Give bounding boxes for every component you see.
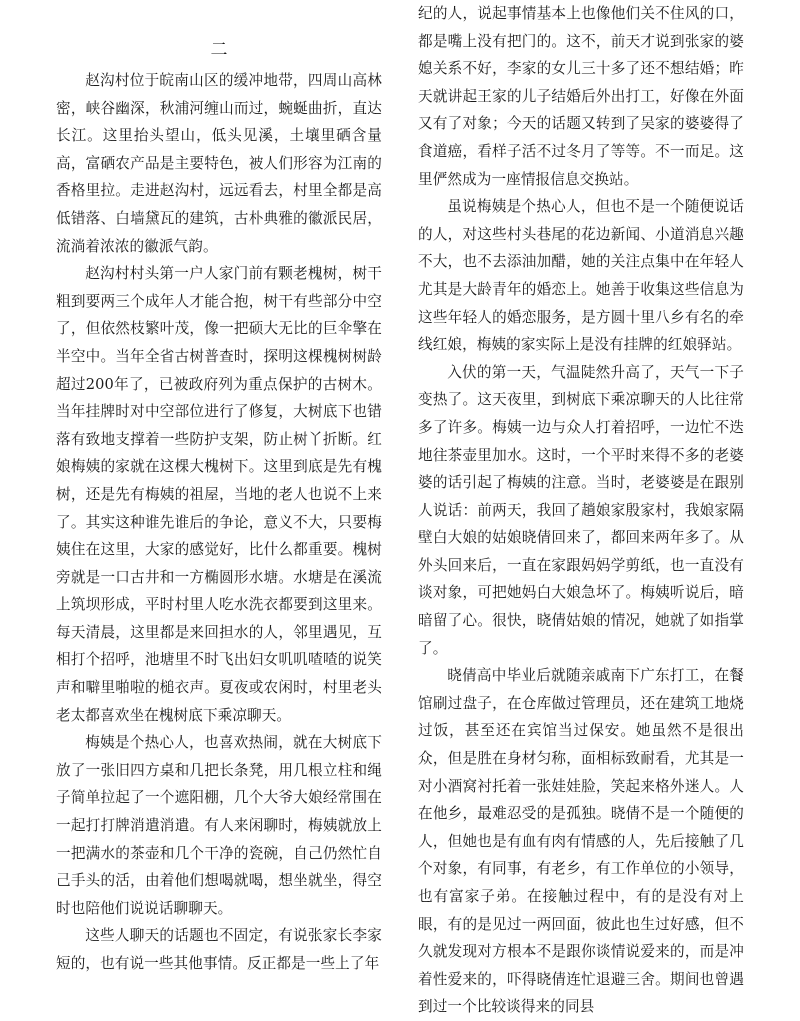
- paragraph: 虽说梅姨是个热心人，但也不是一个随便说话的人，对这些村头巷尾的花边新闻、小道消息兴趣不大，也不去添油加醋，她的关注点集中在年轻人尤其是大龄青年的婚恋上。她善于收集这些信息为这些年轻人的婚恋服务，是方圆十里八乡有名的牵线红娘，梅姨的家实际上是没有挂牌的红娘驿站。: [418, 198, 744, 354]
- right-column: [418, 0, 744, 1021]
- left-column: [56, 35, 382, 978]
- paragraph: 梅姨是个热心人，也喜欢热闹，就在大树底下放了一张旧四方桌和几把长条凳，用几根立柱和绳子简单拉起了一个遮阳棚，几个大爷大娘经常围在一起打打牌消遣消遣。有人来闲聊时，梅姨就放上一把满水的茶壶和几个干净的瓷碗，自己仍然忙自己手头的活，由着他们想喝就喝，想坐就坐，得空时也陪他们说说话聊聊天。: [56, 734, 382, 917]
- paragraph: 赵沟村位于皖南山区的缓冲地带，四周山高林密，峡谷幽深，秋浦河缠山而过，蜿蜒曲折，直达长江。这里抬头望山，低头见溪，土壤里硒含量高，富硒农产品是主要特色，被人们形容为江南的香格里拉。走进赵沟村，远远看去，村里全都是高低错落、白墙黛瓦的建筑，古朴典雅的徽派民居，流淌着浓浓的徽派气韵。: [56, 72, 382, 255]
- paragraph: 入伏的第一天，气温陡然升高了，天气一下子变热了。这天夜里，到树底下乘凉聊天的人比往常多了许多。梅姨一边与众人打着招呼，一边忙不迭地往茶壶里加水。这时，一个平时来得不多的老婆婆的话引起了梅姨的注意。当时，老婆婆是在跟别人说话：前两天，我回了趟娘家殷家村，我娘家隔壁白大娘的姑娘晓倩回来了，都回来两年多了。从外头回来后，一直在家跟妈妈学剪纸，也一直没有谈对象，可把她妈白大娘急坏了。梅姨听说后，暗暗留了心。很快，晓倩姑娘的情况，她就了如指掌了。: [418, 363, 744, 657]
- section-title: 二: [210, 40, 228, 60]
- paragraph: 晓倩高中毕业后就随亲戚南下广东打工，在餐馆刷过盘子，在仓库做过管理员，还在建筑工地烧过饭，甚至还在宾馆当过保安。她虽然不是很出众，但是胜在身材匀称，面相标致耐看，尤其是一对小酒窝衬托着一张娃娃脸，笑起来格外迷人。人在他乡，最难忍受的是孤独。晓倩不是一个随便的人，但她也是有血有肉有情感的人，先后接触了几个对象，有同事，有老乡，有工作单位的小领导，也有富家子弟。在接触过程中，有的是没有对上眼，有的是见过一两回面，彼此也生过好感，但不久就发现对方根本不是跟你谈情说爱来的，而是冲着性爱来的，吓得晓倩连忙退避三舍。期间也曾遇到过一个比较谈得来的同县: [418, 667, 744, 1016]
- paragraph: 赵沟村村头第一户人家门前有颗老槐树，树干粗到要两三个成年人才能合抱，树干有些部分中空了，但依然枝繁叶茂，像一把硕大无比的巨伞擎在半空中。当年全省古树普查时，探明这棵槐树树龄超过200年了，已被政府列为重点保护的古树木。当年挂牌时对中空部位进行了修复，大树底下也错落有致地支撑着一些防护支架，防止树丫折断。红娘梅姨的家就在这棵大槐树下。这里到底是先有槐树，还是先有梅姨的祖屋，当地的老人也说不上来了。其实这种谁先谁后的争论，意义不大，只要梅姨住在这里，大家的感觉好，比什么都重要。槐树旁就是一口古井和一方椭圆形水塘。水塘是在溪流上筑坝形成，平时村里人吃水洗衣都要到这里来。每天清晨，这里都是来回担水的人，邻里遇见，互相打个招呼，池塘里不时飞出妇女叽叽喳喳的说笑声和噼里啪啦的槌衣声。夏夜或农闲时，村里老头老太都喜欢坐在槐树底下乘凉聊天。: [56, 265, 382, 724]
- paragraph: 这些人聊天的话题也不固定，有说张家长李家短的，也有说一些其他事情。反正都是一些上了年: [56, 927, 382, 972]
- paragraph-continued: 纪的人，说起事情基本上也像他们关不住风的口，都是嘴上没有把门的。这不，前天才说到张家的婆媳关系不好，李家的女儿三十多了还不想结婚；昨天就讲起王家的儿子结婚后外出打工，好像在外面又有了对象；今天的话题又转到了吴家的婆婆得了食道癌，看样子活不过冬月了等等。不一而足。这里俨然成为一座情报信息交换站。: [418, 5, 744, 188]
